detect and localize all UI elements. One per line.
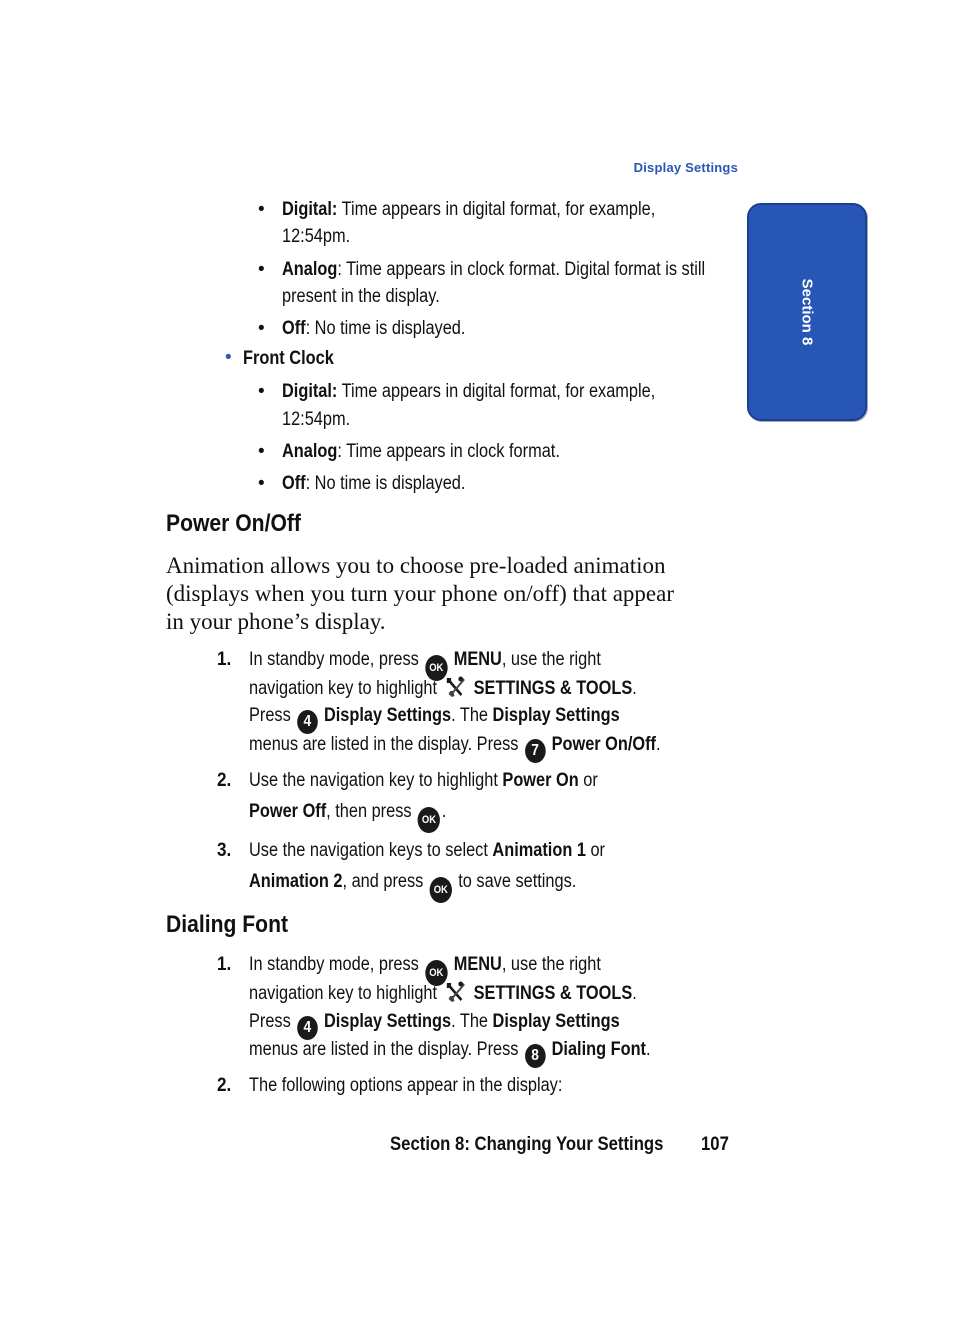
list-item	[282, 257, 705, 283]
bullet: •	[258, 259, 265, 280]
list-text: : Time appears in clock format. Digital format is still	[337, 259, 706, 280]
ok-key-icon: OK	[425, 655, 447, 681]
step-line: Press 4 Display Settings. The Display Settings	[249, 703, 620, 734]
step-line: Press 4 Display Settings. The Display Settings	[249, 1009, 620, 1040]
step-number: 1.	[217, 649, 232, 670]
step-number: 1.	[217, 954, 232, 975]
list-term: Digital:	[282, 381, 338, 402]
step-line: Animation 2, and press OK to save settings.	[249, 869, 576, 903]
ok-key-icon: OK	[430, 877, 452, 903]
bullet: •	[258, 381, 265, 402]
footer-section: Section 8: Changing Your Settings	[390, 1134, 664, 1155]
list-text: Time appears in digital format, for example,	[337, 381, 656, 402]
step-number: 2.	[217, 1075, 232, 1096]
ok-key-icon: OK	[418, 807, 440, 833]
step-line: The following options appear in the display:	[249, 1075, 563, 1096]
section-heading-dialing: Dialing Font	[166, 911, 289, 938]
list-item	[282, 316, 465, 342]
ok-key-icon: OK	[425, 960, 447, 986]
bullet: •	[258, 441, 265, 462]
section-tab	[747, 203, 867, 421]
page-number: 107	[701, 1134, 729, 1155]
list-item	[282, 379, 655, 405]
list-item-cont: 12:54pm.	[282, 409, 351, 430]
bullet: •	[258, 199, 265, 220]
step-line: Use the navigation key to highlight Power On or	[249, 770, 598, 791]
step-line: Power Off, then press OK .	[249, 799, 446, 833]
key-7-icon: 7	[525, 739, 546, 763]
front-clock-label: Front Clock	[243, 348, 334, 369]
bullet: •	[258, 473, 265, 494]
step-number: 3.	[217, 840, 232, 861]
list-term: Off	[282, 318, 306, 339]
intro-line: Animation allows you to choose pre-loaded animation	[166, 553, 666, 578]
step-line: In standby mode, press OK MENU, use the right	[249, 952, 601, 986]
step-line: menus are listed in the display. Press 8 Dialing Font.	[249, 1037, 651, 1068]
settings-tools-icon	[443, 675, 467, 699]
list-item-cont: 12:54pm.	[282, 226, 351, 247]
running-header: Display Settings	[633, 160, 738, 175]
intro-line: in your phone’s display.	[166, 609, 386, 634]
list-term: Analog	[282, 259, 338, 280]
list-item	[282, 197, 655, 223]
key-4-icon: 4	[297, 710, 318, 734]
list-item	[282, 439, 560, 465]
key-4-icon: 4	[297, 1016, 318, 1040]
step-line: navigation key to highlight SETTINGS & TOOLS.	[249, 675, 637, 702]
list-item-cont: present in the display.	[282, 286, 440, 307]
step-number: 2.	[217, 770, 232, 791]
list-text: : No time is displayed.	[305, 318, 466, 339]
section-tab-label: Section 8	[798, 278, 816, 346]
list-text: Time appears in digital format, for example,	[337, 199, 656, 220]
blue-bullet: •	[225, 347, 232, 368]
bullet: •	[258, 318, 265, 339]
step-line: menus are listed in the display. Press 7 Power On/Off.	[249, 732, 661, 763]
step-line: navigation key to highlight SETTINGS & TOOLS.	[249, 980, 637, 1007]
list-text: : Time appears in clock format.	[337, 441, 560, 462]
list-text: : No time is displayed.	[305, 473, 466, 494]
key-8-icon: 8	[525, 1044, 546, 1068]
list-term: Off	[282, 473, 306, 494]
list-item	[282, 471, 465, 497]
step-line: In standby mode, press OK MENU, use the right	[249, 647, 601, 681]
intro-line: (displays when you turn your phone on/off) that appear	[166, 581, 675, 606]
settings-tools-icon	[443, 980, 467, 1004]
step-line: Use the navigation keys to select Animation 1 or	[249, 840, 606, 861]
list-term: Digital:	[282, 199, 338, 220]
section-heading-power: Power On/Off	[166, 510, 301, 537]
list-term: Analog	[282, 441, 338, 462]
